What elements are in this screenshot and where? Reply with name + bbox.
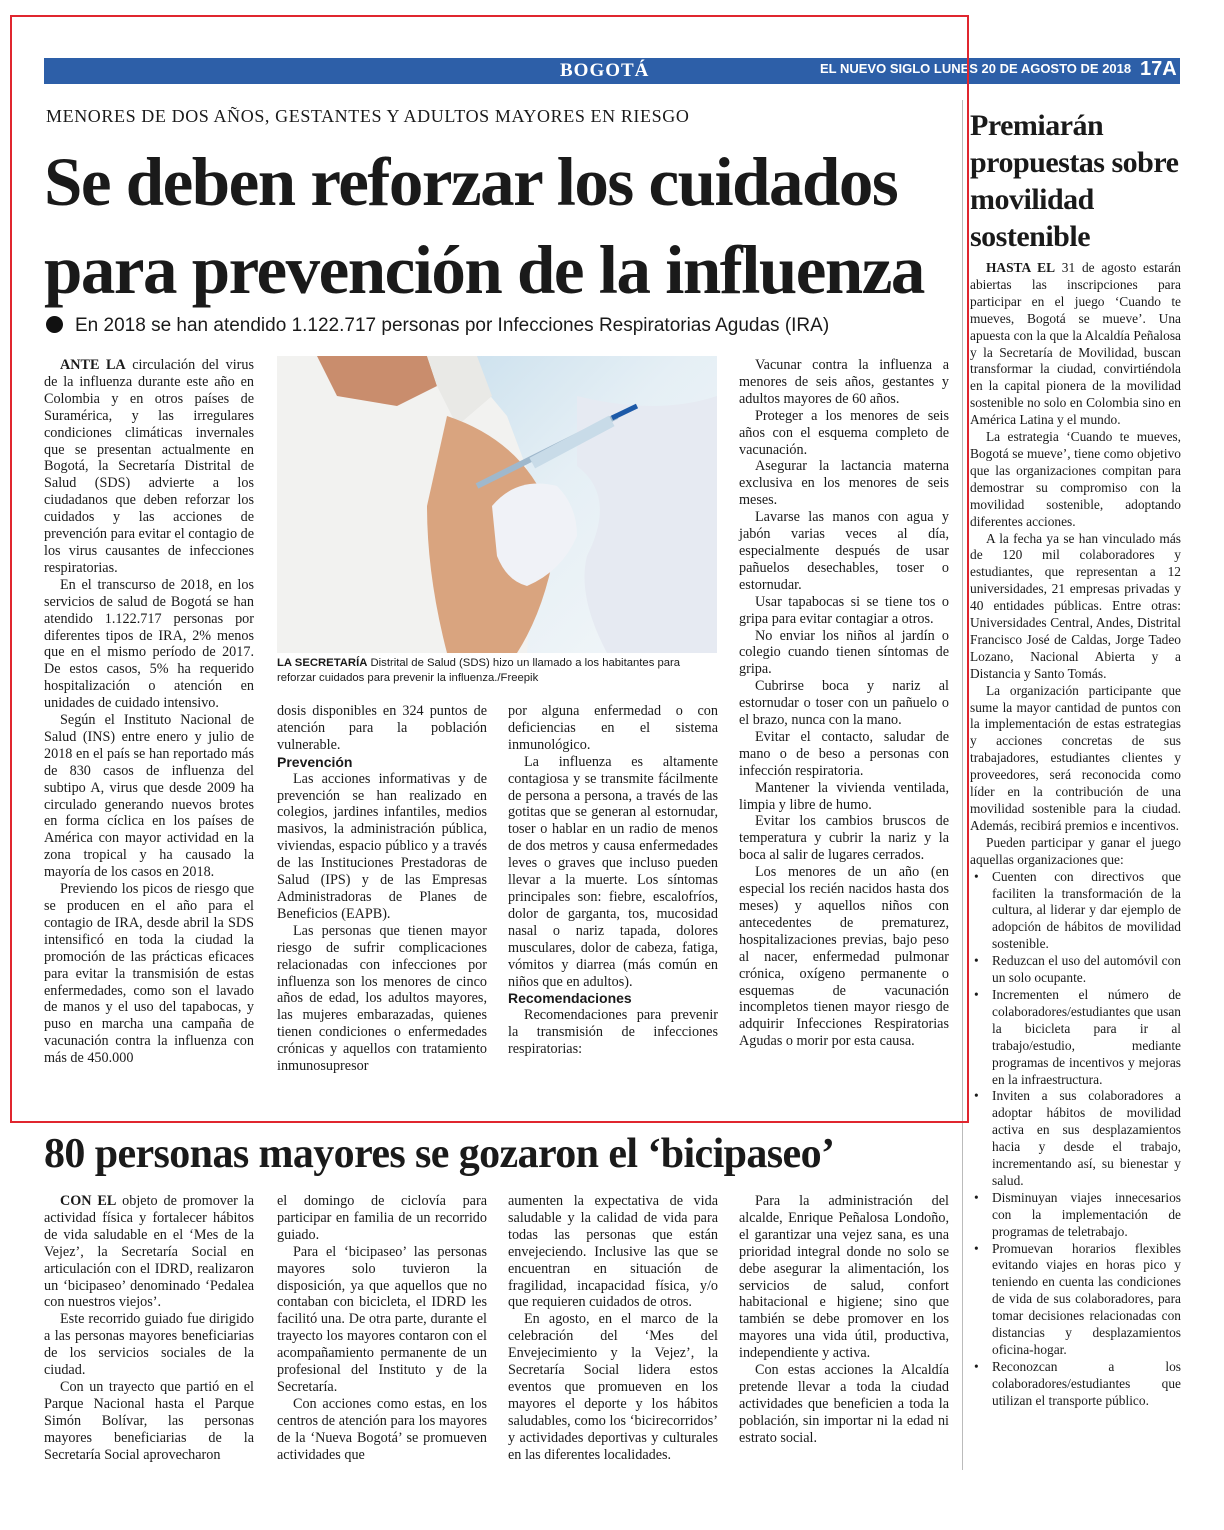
second-article-headline: 80 personas mayores se gozaron el ‘bicipaseo’	[44, 1131, 835, 1177]
page-number: 17A	[1140, 58, 1177, 80]
list-item: • Disminuyan viajes innecesarios con la implementación de programas de teletrabajo.	[970, 1190, 1181, 1241]
list-item: • Inviten a sus colaboradores a adoptar hábitos de movilidad activa en sus desplazamientos hacia y desde el trabajo, incrementando así, su bienestar y salud.	[970, 1088, 1181, 1189]
paragraph: Pueden participar y ganar el juego aquellas organizaciones que:	[970, 834, 1181, 867]
section-name: BOGOTÁ	[560, 60, 650, 81]
lead-in: ANTE LA	[60, 357, 126, 373]
paragraph: Para el ‘bicipaseo’ las personas mayores solo tuvieron la disposición, ya que aquellos que no contaban con bicicleta, el IDRD les facilitó una. De otra parte, durante el trayecto los mayores contaron con el acompañamiento permanente de un profesional del Instituto y de la Secretaría.	[277, 1243, 487, 1395]
sidebar-article	[970, 260, 1181, 1410]
paragraph: por alguna enfermedad o con deficiencias en el sistema inmunológico.	[508, 703, 718, 753]
article-kicker: MENORES DE DOS AÑOS, GESTANTES Y ADULTOS MAYORES EN RIESGO	[46, 106, 690, 126]
paragraph: Según el Instituto Nacional de Salud (INS) entre enero y julio de 2018 en el país se han reportado más de 830 casos de influenza del subtipo A, virus que desde 2009 ha circulado generando nuevos brotes en forma cíclica en los países de América con mayor actividad en la zona tropical y ha causado la mayoría de los casos en 2018.	[44, 712, 254, 881]
paragraph: La organización participante que sume la mayor cantidad de puntos con la implementación de estas estrategias y acciones concretas de sus trabajadores, estudiantes clientes y proveedores, será reconocida como líder en la contribución de una movilidad sostenible para la ciudad. Además, recibirá premios e incentivos.	[970, 682, 1181, 833]
paper-date-line: EL NUEVO SIGLO LUNES 20 DE AGOSTO DE 2018	[820, 61, 1132, 76]
second-column-3	[508, 1193, 718, 1464]
paragraph: A la fecha ya se han vinculado más de 120 mil colaboradores y estudiantes, que representan a 12 universidades, 21 empresas privadas y 40 entidades públicas. Entre otras: Universidades Central, Andes, Distrital Francisco José de Caldas, Jorge Tadeo Lozano, Nacional Abierta y a Distancia y Santo Tomás.	[970, 530, 1181, 681]
paragraph: Recomendaciones para prevenir la transmisión de infecciones respiratorias:	[508, 1007, 718, 1058]
paragraph: Con acciones como estas, en los centros de atención para los mayores de la ‘Nueva Bogotá’ se promueven actividades que	[277, 1395, 487, 1463]
paragraph: Para la administración del alcalde, Enrique Peñalosa Londoño, el garantizar una vejez sana, es una prioridad integral donde no solo se debe asegurar la alimentación, los servicios de salud, confort habitacional e higiene; sino que también se debe promover en los mayores una vida útil, productiva, independiente y activa.	[739, 1193, 949, 1362]
paragraph: Las personas que tienen mayor riesgo de sufrir complicaciones relacionadas con infecciones por influenza son los menores de cinco años de edad, los adultos mayores, las mujeres embarazadas, quienes tienen condiciones o enfermedades crónicas y aquellos con tratamiento inmunosupresor	[277, 922, 487, 1075]
caption-lead: LA SECRETARÍA	[277, 657, 368, 669]
paragraph: HASTA EL 31 de agosto estarán abiertas las inscripciones para participar en el juego ‘Cuando te mueves, Bogotá se mueve’. Una apuesta con la que la Alcaldía Peñalosa y la Secretaría de Movilidad, buscan transformar la ciudad, convirtiéndola en la capital pionera de la movilidad sostenible no solo en Colombia sino en América Latina y el mundo.	[970, 260, 1181, 428]
recommendation: Mantener la vivienda ventilada, limpia y libre de humo.	[739, 779, 949, 813]
recommendation: Vacunar contra la influenza a menores de seis años, gestantes y adultos mayores de 60 años.	[739, 357, 949, 407]
paragraph: dosis disponibles en 324 puntos de atención para la población vulnerable.	[277, 703, 487, 753]
recommendation: No enviar los niños al jardín o colegio cuando tienen síntomas de gripa.	[739, 627, 949, 678]
list-item: • Cuenten con directivos que faciliten la transformación de la cultura, al liderar y dar ejemplo de adopción de hábitos de movilidad sostenible.	[970, 869, 1181, 954]
list-item: • Incrementen el número de colaboradores/estudiantes que usan la bicicleta para ir al trabajo/estudio, mediante programas de incentivos y mejoras en la infraestructura.	[970, 987, 1181, 1088]
paragraph: CON EL objeto de promover la actividad física y fortalecer hábitos de vida saludable en el ‘Mes de la Vejez’, la Secretaría Social en articulación con el IDRD, realizaron un ‘bicipaseo’ denominado ‘Pedalea con nuestros viejos’.	[44, 1193, 254, 1311]
sidebar-headline: Premiarán propuestas sobre movilidad sostenible	[970, 109, 1179, 253]
recommendation: Asegurar la lactancia materna exclusiva en los menores de seis meses.	[739, 458, 949, 509]
paragraph: Las acciones informativas y de prevención se han realizado en colegios, jardines infantiles, medios masivos, la administración pública, viviendas, espacio público y a través de las Instituciones Prestadoras de Salud (IPS) y de las Empresas Administradoras de Planes de Beneficios (EAPB).	[277, 770, 487, 922]
photo-caption: LA SECRETARÍA Distrital de Salud (SDS) hizo un llamado a los habitantes para reforzar cuidados para prevenir la influenza./Freepik	[277, 657, 681, 684]
recommendation: Cubrirse boca y nariz al estornudar o toser con un pañuelo o el brazo, nunca con la mano.	[739, 678, 949, 729]
recommendation: Evitar los cambios bruscos de temperatura y cubrir la nariz y la boca al salir de lugares cerrados.	[739, 813, 949, 864]
lead-in: HASTA EL	[986, 260, 1056, 275]
paragraph: La estrategia ‘Cuando te mueves, Bogotá se mueve’, tiene como objetivo que las organizaciones compitan para demostrar su compromiso con la movilidad sostenible, adoptando diferentes acciones.	[970, 429, 1181, 529]
paragraph: Con estas acciones la Alcaldía pretende llevar a toda la ciudad actividades que beneficien a toda la población, sin importar ni la edad ni estrato social.	[739, 1362, 949, 1446]
lead-in: CON EL	[60, 1193, 117, 1209]
paragraph: ANTE LA circulación del virus de la influenza durante este año en Colombia y en otros países de Suramérica, y las irregulares condiciones climáticas invernales que se presentan actualmente en Bogotá, la Secretaría Distrital de Salud (SDS) advierte a los ciudadanos que deben reforzar los cuidados y las acciones de prevención para evitar el contagio de los virus causantes de infecciones respiratorias.	[44, 357, 254, 576]
paragraph: En el transcurso de 2018, en los servicios de salud de Bogotá se han atendido 1.122.717 personas por diferentes tipos de IRA, 2% menos que en el mismo período de 2017. De estos casos, 5% ha requerido hospitalización o atención en unidades de cuidado intensivo.	[44, 576, 254, 712]
list-item: • Reduzcan el uso del automóvil con un solo ocupante.	[970, 953, 1181, 987]
paragraph: En agosto, en el marco de la celebración del ‘Mes del Envejecimiento y la Vejez’, la Secretaría Social lidera estos eventos que promueven en los mayores el deporte y los hábitos saludables, como los ‘bicirecorridos’ y actividades deportivas y culturales en las diferentes localidades.	[508, 1311, 718, 1463]
subheading: Recomendaciones	[508, 990, 632, 1007]
paragraph: el domingo de ciclovía para participar en familia de un recorrido guiado.	[277, 1193, 487, 1243]
recommendation: Los menores de un año (en especial los recién nacidos hasta dos meses) y aquellos niños con antecedentes de prematurez, hospitalizaciones previas, bajo peso al nacer, enfermedad pulmonar crónica, oxígeno permanente o esquemas de vacunación incompletos tienen mayor riesgo de adquirir Infecciones Respiratorias Agudas o morir por esta causa.	[739, 864, 949, 1050]
article-headline: Se deben reforzar los cuidados para prevención de la influenza	[44, 144, 924, 308]
paragraph: Con un trayecto que partió en el Parque Nacional hasta el Parque Simón Bolívar, las personas mayores beneficiarias de la Secretaría Social aprovecharon	[44, 1378, 254, 1463]
paragraph: Este recorrido guiado fue dirigido a las personas mayores beneficiarias de los servicios sociales de la ciudad.	[44, 1311, 254, 1379]
recommendation: Usar tapabocas si se tiene tos o gripa para evitar contagiar a otros.	[739, 593, 949, 627]
subheadline-text: En 2018 se han atendido 1.122.717 personas por Infecciones Respiratorias Agudas (IRA)	[75, 315, 830, 336]
list-item: • Promuevan horarios flexibles evitando viajes en horas pico y teniendo en cuenta las condiciones de vida de sus colaboradores, para tomar decisiones relacionadas con distancias y desplazamientos oficina-hogar.	[970, 1241, 1181, 1359]
recommendation: Evitar el contacto, saludar de mano o de beso a personas con infección respiratoria.	[739, 728, 949, 779]
bullet-list	[970, 869, 1181, 1410]
second-column-4	[739, 1193, 949, 1447]
selection-highlight-box	[10, 15, 969, 1123]
second-column-2	[277, 1193, 487, 1464]
subheading: Prevención	[277, 753, 353, 770]
list-item: • Reconozcan a los colaboradores/estudiantes que utilizan el transporte público.	[970, 1359, 1181, 1410]
paragraph: Previendo los picos de riesgo que se producen en el año para el contagio de IRA, desde abril la SDS intensificó en toda la ciudad la promoción de las prácticas eficaces para evitar la transmisión de estas enfermedades, como son el lavado de manos y el uso del tapabocas, y puso en marcha una campaña de vacunación contra la influenza con más de 450.000	[44, 881, 254, 1067]
recommendation: Lavarse las manos con agua y jabón varias veces al día, especialmente después de usar pañuelos desechables, toser o estornudar.	[739, 509, 949, 593]
paragraph: La influenza es altamente contagiosa y se transmite fácilmente de persona a persona, a través de las gotitas que se generan al estornudar, toser o hablar en un radio de menos de dos metros y causa enfermedades leves o graves que incluso pueden llevar a la muerte. Los síntomas principales son: fiebre, escalofríos, dolor de garganta, tos, mucosidad nasal o nariz tapada, dolores musculares, dolor de cabeza, fatiga, vómitos y diarrea (más común en niños que en adultos).	[508, 753, 718, 990]
second-column-1	[44, 1193, 254, 1464]
recommendation: Proteger a los menores de seis años con el esquema completo de vacunación.	[739, 407, 949, 458]
paragraph: aumenten la expectativa de vida saludable y la calidad de vida para todas las personas que están envejeciendo. Inclusive las que se encuentran en situación de fragilidad, incapacidad física, y/o que requieren cuidados de otros.	[508, 1193, 718, 1311]
